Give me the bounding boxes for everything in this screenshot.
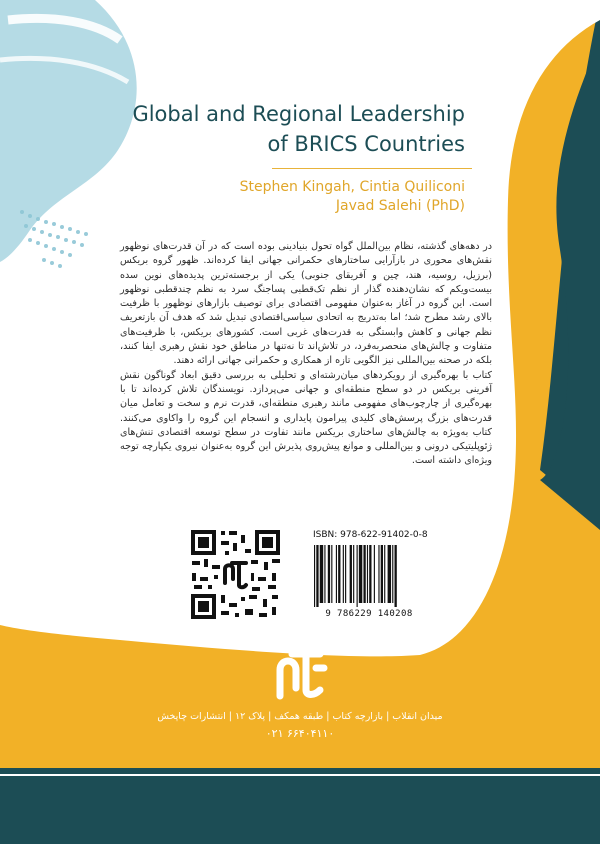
publisher-logo	[272, 648, 328, 704]
publisher-phone: ۰۲۱ ۶۶۴۰۴۱۱۰	[265, 727, 335, 740]
isbn-barcode	[313, 545, 425, 607]
authors-line-1: Stephen Kingah, Cintia Quiliconi	[239, 179, 465, 195]
isbn-label: ISBN: 978-622-91402-0-8	[313, 530, 428, 540]
back-cover-blurb	[120, 240, 492, 469]
title-divider	[272, 168, 472, 169]
book-title-line-2: of BRICS Countries	[267, 132, 465, 156]
book-title-line-1: Global and Regional Leadership	[132, 102, 465, 126]
isbn-barcode-digits: 9 786229 140208	[325, 609, 413, 619]
blurb-paragraph-2: کتاب با بهره‌گیری از رویکردهای میان‌رشته‌ای و تحلیلی به بررسی دقیق ابعاد گوناگون نقش آفرینی بریکس در دو سطح منطقه‌ای و جهانی می‌پردازد. نویسندگان تلاش کرده‌اند تا با بهره‌گیری از چارچوب‌های مفهومی مانند رهبری منطقه‌ای، قدرت نرم و سخت و تعامل میان قدرت‌های بزرگ پرسش‌های کلیدی پیرامون پایداری و انسجام این گروه را واکاوی می‌کنند. کتاب به‌ویژه به چالش‌های ساختاری بریکس مانند تفاوت در سطح توسعه اقتصادی تنش‌های ژئوپلیتیکی درونی و بین‌المللی و موانع پیش‌روی پذیرش این گروه به‌عنوان نیروی یکپارچه توجه ویژه‌ای داشته است.	[120, 369, 492, 467]
qr-code	[188, 527, 283, 622]
authors-line-2: Javad Salehi (PhD)	[335, 198, 465, 214]
publisher-address: میدان انقلاب | بازارچه کتاب | طبقه همکف | پلاک ۱۲ | انتشارات چاپخش	[157, 711, 443, 722]
blurb-paragraph-1: در دهه‌های گذشته، نظام بین‌الملل گواه تحول بنیادینی بوده است که در آن قدرت‌های نوظهور نقش‌های محوری در بازآرایی ساختارهای حکمرانی جهانی ایفا کرده‌اند. ظهور گروه بریکس (برزیل، روسیه، هند، چین و آفریقای جنوبی) یکی از برجسته‌ترین پدیده‌های نوین سده بیست‌ویکم که نشان‌دهنده گذار از نظم تک‌قطبی پساجنگ سرد به نظم چندقطبی نوظهور است. این گروه در آغاز به‌عنوان مفهومی اقتصادی برای توصیف بازارهای نوظهور با ظرفیت بالای رشد مطرح شد؛ اما به‌تدریج به اتحادی سیاسی‌اقتصادی تبدیل شد که هدف آن بازتعریف نظم جهانی و کاهش وابستگی به قدرت‌های غربی است. کشورهای بریکس، با ظرفیت‌های متفاوت و چالش‌های منحصربه‌فرد، در تلاش‌اند تا نه‌تنها در مناطق خود نقش رهبری ایفا کنند، بلکه در صحنه بین‌المللی نیز الگویی تازه از همکاری و حکمرانی جهانی ارائه دهند.	[120, 241, 492, 367]
